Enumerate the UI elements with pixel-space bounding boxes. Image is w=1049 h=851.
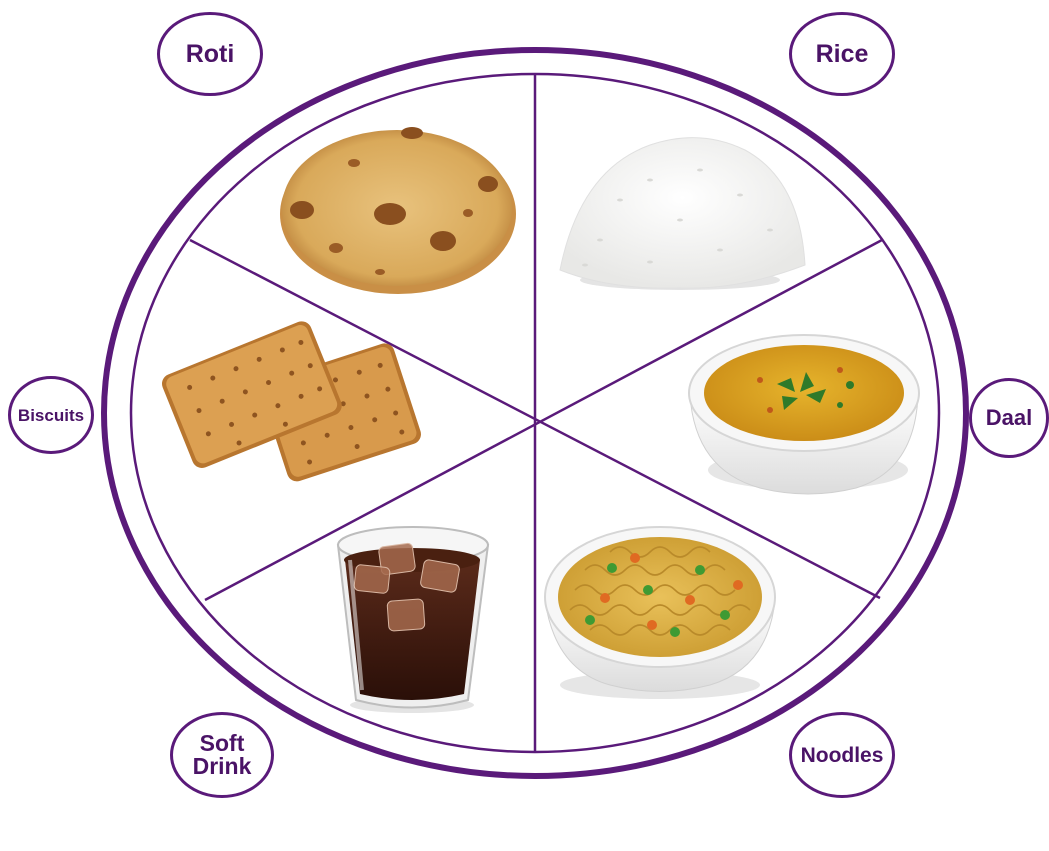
label-noodles-text: Noodles: [800, 743, 884, 767]
label-soft-drink-line2: Drink: [192, 753, 252, 779]
label-soft-drink: [170, 712, 274, 798]
daal-image: [689, 335, 919, 494]
label-daal-text: Daal: [985, 405, 1033, 430]
label-biscuits-text: Biscuits: [17, 405, 85, 425]
label-soft-drink-line1: Soft: [199, 730, 245, 756]
soft-drink-image: [338, 527, 488, 713]
label-biscuits: [8, 376, 94, 454]
label-daal: [969, 378, 1049, 458]
label-roti-text: Roti: [185, 39, 235, 68]
label-rice-text: Rice: [815, 39, 869, 68]
label-roti: [157, 12, 263, 96]
label-rice: [789, 12, 895, 96]
label-noodles: [789, 712, 895, 798]
